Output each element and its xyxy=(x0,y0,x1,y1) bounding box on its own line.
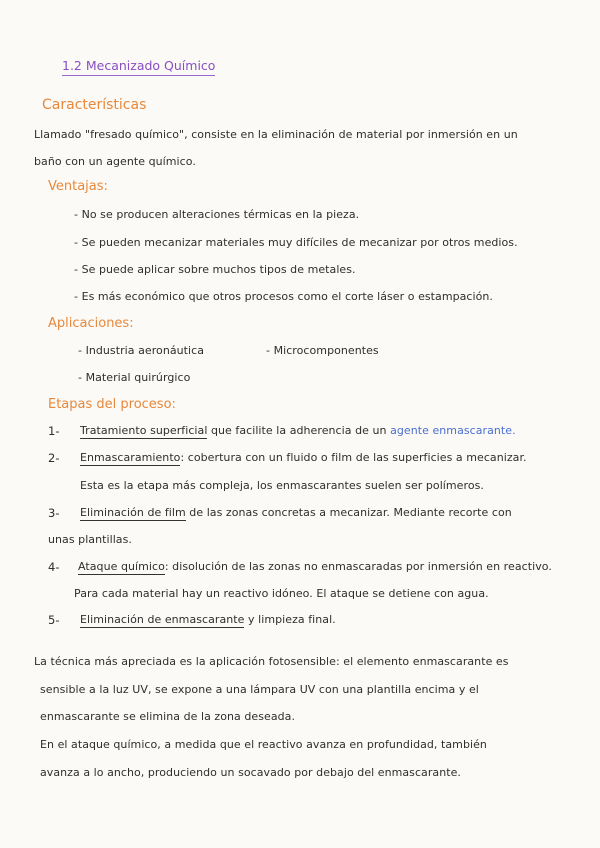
subheading-aplicaciones: Aplicaciones: xyxy=(48,316,134,331)
ventaja-item: - Se pueden mecanizar materiales muy difíciles de mecanizar por otros medios. xyxy=(74,236,518,249)
step-text: que facilite la adherencia de un xyxy=(210,424,387,437)
step-line-5 xyxy=(80,613,336,626)
step-text: : disolución de las zonas no enmascaradas por inmersión en reactivo. xyxy=(164,560,552,573)
step-text: : cobertura con un fluido o film de las superficies a mecanizar. xyxy=(180,451,527,464)
step-number: 3- xyxy=(48,506,60,520)
step-number: 4- xyxy=(48,560,60,574)
step-term: Eliminación de enmascarante xyxy=(80,613,245,626)
step-line-1 xyxy=(80,424,516,437)
step-continuation: Para cada material hay un reactivo idóneo. El ataque se detiene con agua. xyxy=(74,587,489,600)
step-number: 5- xyxy=(48,613,60,627)
step-term: Eliminación de film xyxy=(80,506,186,519)
step-line-2 xyxy=(80,451,527,464)
subheading-etapas: Etapas del proceso: xyxy=(48,397,176,412)
ventaja-item: - Es más económico que otros procesos como el corte láser o estampación. xyxy=(74,290,493,303)
caracteristicas-line-2: baño con un agente químico. xyxy=(34,155,196,168)
ventaja-item: - Se puede aplicar sobre muchos tipos de metales. xyxy=(74,263,356,276)
step-line-4 xyxy=(78,560,552,573)
step-continuation: unas plantillas. xyxy=(48,533,132,546)
aplicacion-item: - Industria aeronáutica xyxy=(78,344,205,357)
paragraph-line: En el ataque químico, a medida que el reactivo avanza en profundidad, también xyxy=(40,738,487,751)
step-line-3 xyxy=(80,506,512,519)
caracteristicas-line-1: Llamado "fresado químico", consiste en la eliminación de material por inmersión en un xyxy=(34,128,518,141)
subheading-ventajas: Ventajas: xyxy=(48,179,108,194)
step-number: 1- xyxy=(48,424,60,438)
page-title: 1.2 Mecanizado Químico xyxy=(62,58,215,76)
aplicacion-item: - Material quirúrgico xyxy=(78,371,191,384)
aplicacion-item: - Microcomponentes xyxy=(266,344,379,357)
paragraph-line: enmascarante se elimina de la zona deseada. xyxy=(40,710,295,723)
step-number: 2- xyxy=(48,451,60,465)
step-highlight: agente enmascarante. xyxy=(390,424,516,437)
section-heading-caracteristicas: Características xyxy=(42,97,147,113)
paragraph-line: La técnica más apreciada es la aplicación fotosensible: el elemento enmascarante es xyxy=(34,655,509,668)
step-text: de las zonas concretas a mecanizar. Mediante recorte con xyxy=(189,506,512,519)
step-term: Ataque químico xyxy=(78,560,165,573)
paragraph-line: avanza a lo ancho, produciendo un socavado por debajo del enmascarante. xyxy=(40,766,461,779)
step-term: Tratamiento superficial xyxy=(80,424,208,437)
ventaja-item: - No se producen alteraciones térmicas en la pieza. xyxy=(74,208,360,221)
step-term: Enmascaramiento xyxy=(80,451,181,464)
step-continuation: Esta es la etapa más compleja, los enmascarantes suelen ser polímeros. xyxy=(80,479,484,492)
step-text: y limpieza final. xyxy=(248,613,336,626)
paragraph-line: sensible a la luz UV, se expone a una lámpara UV con una plantilla encima y el xyxy=(40,683,479,696)
